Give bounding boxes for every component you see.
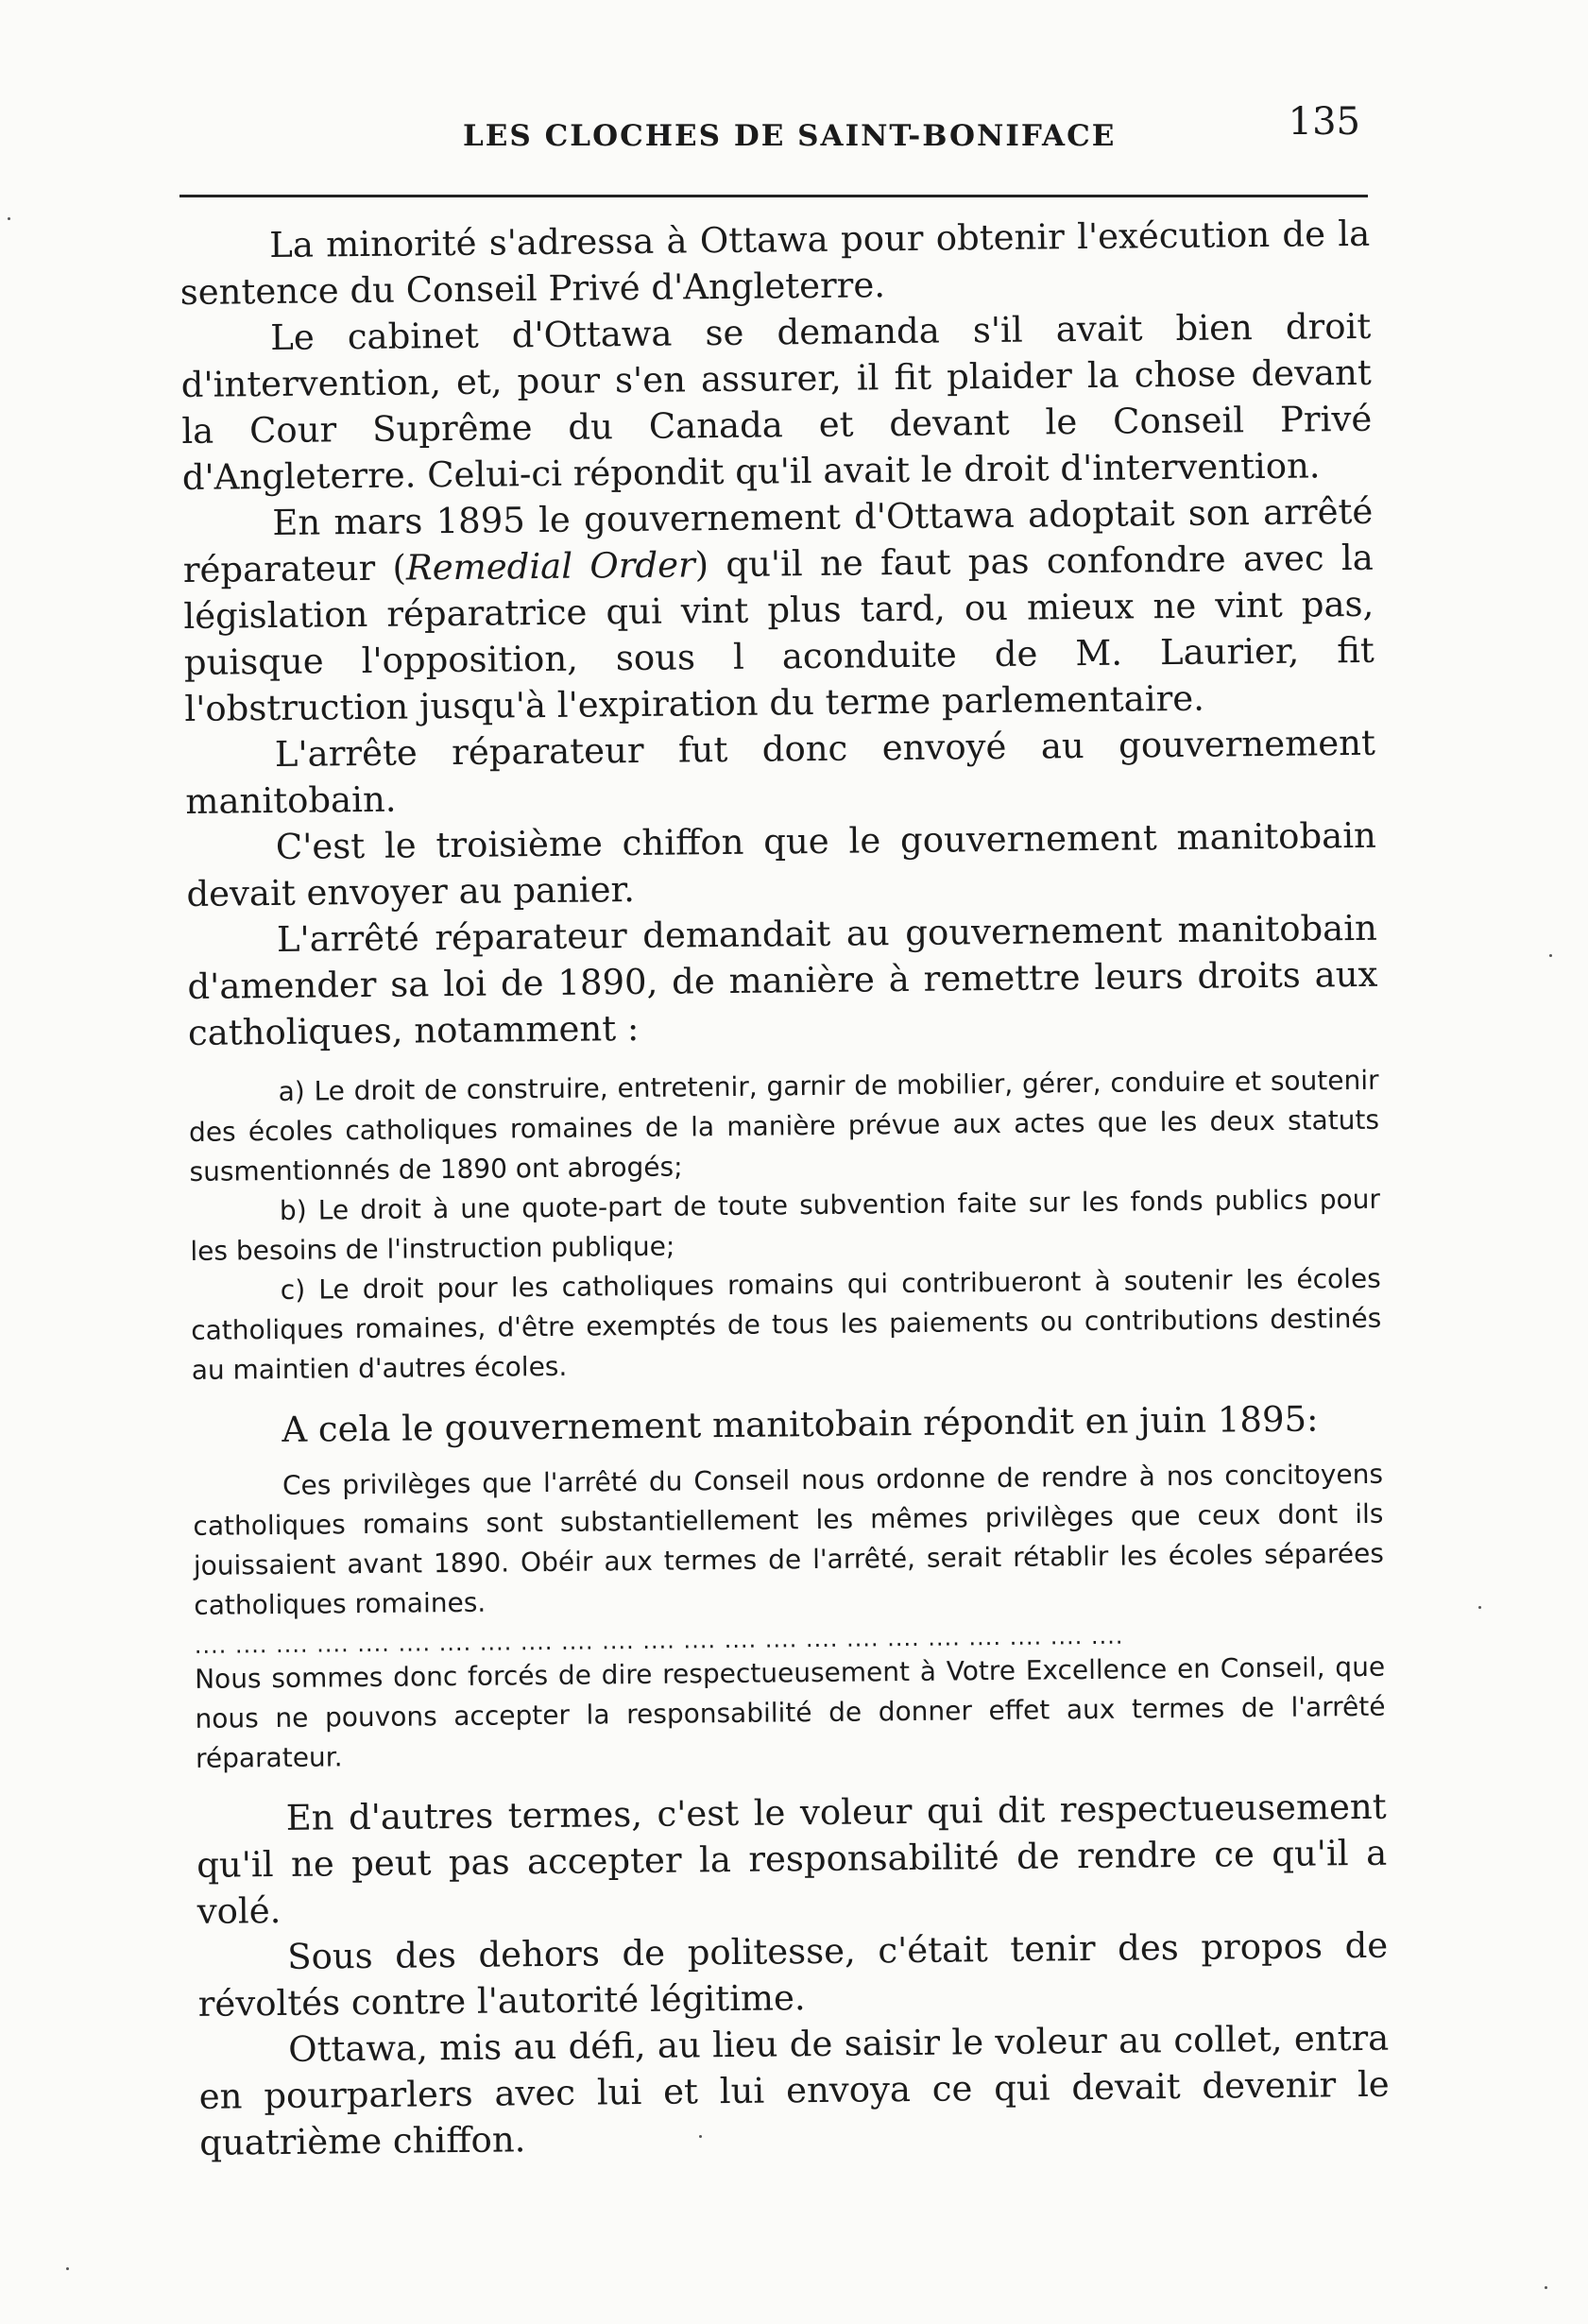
paragraph-6: L'arrêté réparateur demandait au gouvernement manitobain d'amender sa loi de 1890, de manière à remettre leurs droits aux catholiques, notamment : — [187, 907, 1378, 1053]
running-head — [179, 100, 1360, 166]
quote-ellipsis: .... .... .... .... .... .... .... .... .... .... .... .... .... .... .... .... .... .... .... .... .... .... .... — [194, 1622, 1124, 1659]
running-title: LES CLOCHES DE SAINT-BONIFACE — [463, 119, 1117, 153]
scan-speck — [8, 217, 10, 220]
body-text — [179, 211, 1390, 2166]
paragraph-5: C'est le troisième chiffon que le gouvernement manitobain devait envoyer au panier. — [186, 814, 1377, 914]
paragraph-1: La minorité s'adressa à Ottawa pour obtenir l'exécution de la sentence du Conseil Privé d'Angleterre. — [179, 213, 1371, 313]
paragraph-4: L'arrête réparateur fut donc envoyé au gouvernement manitobain. — [185, 722, 1376, 822]
list-item-a: a) Le droit de construire, entretenir, garnir de mobilier, gérer, conduire et soutenir des écoles catholiques romaines de la manière prévue aux actes que les deux statuts susmentionnés de 1890 ont abrogés; — [188, 1064, 1380, 1188]
scan-speck — [1545, 2286, 1547, 2289]
scan-speck — [699, 2135, 702, 2138]
reply-intro: A cela le gouvernement manitobain répondit en juin 1895: — [282, 1398, 1319, 1450]
remedial-order-italic: Remedial Order — [405, 544, 695, 589]
quote-part-1: Ces privilèges que l'arrêté du Conseil nous ordonne de rendre à nos concitoyens catholiques romains sont substantiellement les mêmes privilèges que ceux dont ils jouissaient avant 1890. Obéir aux termes de l'arrêté, serait rétablir les écoles séparées catholiques romaines. — [193, 1458, 1384, 1621]
closing-paragraph-3: Ottawa, mis au défi, au lieu de saisir le voleur au collet, entra en pourparlers avec lui et lui envoya ce qui devait devenir le quatrième chiffon. — [198, 2017, 1390, 2163]
paragraph-3 — [182, 488, 1375, 732]
scan-speck — [1549, 954, 1552, 957]
page-number: 135 — [1288, 100, 1360, 144]
scan-speck — [1478, 1606, 1481, 1609]
list-item-b: b) Le droit à une quote-part de toute subvention faite sur les fonds publics pour les besoins de l'instruction publique; — [190, 1183, 1381, 1267]
demands-list — [188, 1061, 1381, 1391]
header-rule — [179, 195, 1368, 197]
paragraph-3-after: ) qu'il ne faut pas confondre avec la législation réparatrice qui vint plus tard, ou mieux ne vint pas, puisque l'opposition, sous l aconduite de M. Laurier, fit l'obstruction jusqu'à l'expiration du terme parlementaire. — [183, 537, 1375, 729]
paragraph-3-before: En mars 1895 le gouvernement d'Ottawa adoptait son arrêté réparateur ( — [182, 490, 1374, 590]
closing-paragraphs — [196, 1784, 1390, 2166]
scan-speck — [66, 2267, 69, 2270]
manitoba-reply-quote — [193, 1455, 1386, 1779]
paragraph-2: Le cabinet d'Ottawa se demanda s'il avait bien droit d'intervention, et, pour s'en assurer, il fit plaider la chose devant la Cour Suprême du Canada et devant le Conseil Privé d'Angleterre. Celui-ci répondit qu'il avait le droit d'intervention. — [180, 305, 1373, 498]
quote-part-2: Nous sommes donc forcés de dire respectueusement à Votre Excellence en Conseil, que nous ne pouvons accepter la responsabilité de donner effet aux termes de l'arrêté réparateur. — [194, 1650, 1386, 1774]
list-item-c: c) Le droit pour les catholiques romains qui contribueront à soutenir les écoles catholiques romaines, d'être exemptés de tous les paiements ou contributions destinés au maintien d'autres écoles. — [191, 1262, 1382, 1386]
closing-paragraph-2: Sous des dehors de politesse, c'était tenir des propos de révoltés contre l'autorité légitime. — [197, 1924, 1389, 2025]
closing-paragraph-1: En d'autres termes, c'est le voleur qui dit respectueusement qu'il ne peut pas accepter la responsabilité de rendre ce qu'il a volé. — [196, 1786, 1388, 1932]
